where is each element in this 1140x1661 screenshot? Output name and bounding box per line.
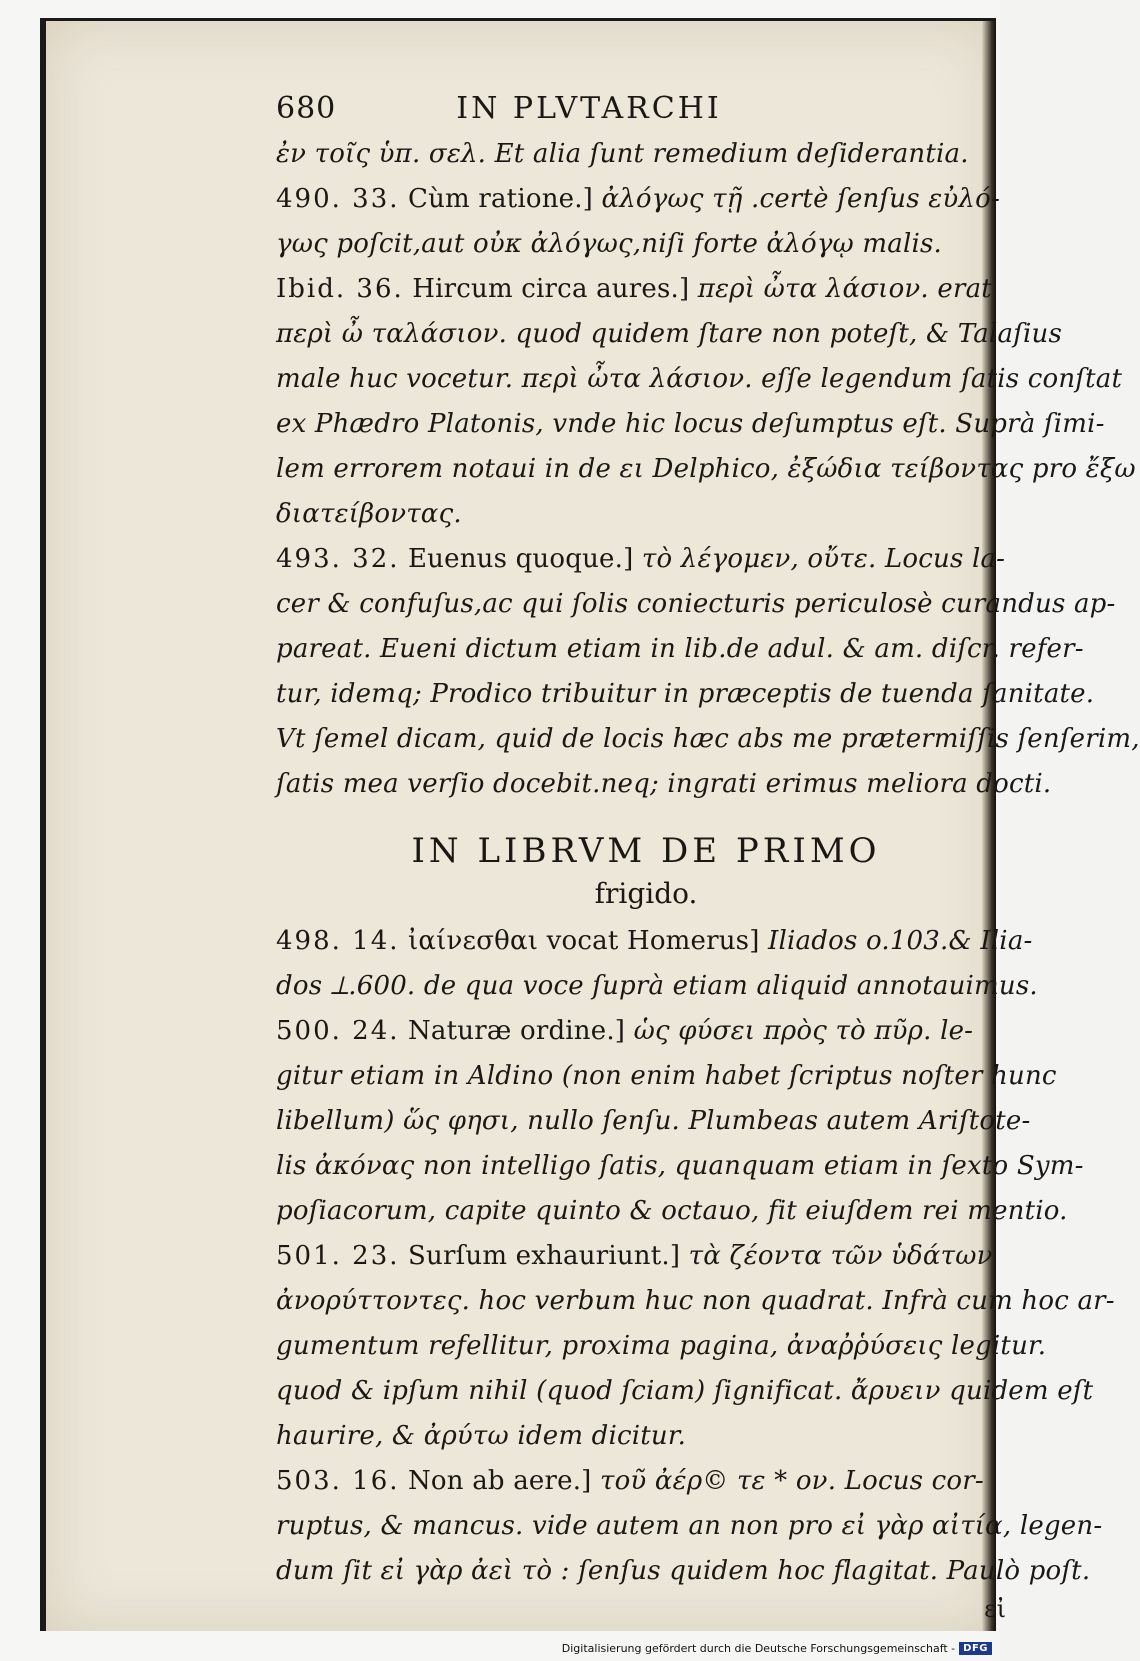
line-lemma: ἰαίνεσθαι vocat Homerus] — [407, 926, 760, 956]
line-text: Iliados o.103.& Ilia- — [768, 926, 1033, 956]
line-text: τὰ ζέοντα τῶν ὑδάτων — [688, 1241, 993, 1271]
text-line — [276, 1504, 1103, 1549]
text-line — [276, 762, 1052, 807]
commentary-part-2 — [276, 919, 1115, 1594]
book-page — [40, 18, 1140, 1631]
line-number: 500. 24. — [276, 1016, 400, 1046]
line-text: tur, idemq; Prodico tribuitur in præceptis de tuenda ſanitate. — [276, 679, 1095, 709]
text-line — [276, 402, 1105, 447]
text-line — [276, 672, 1095, 717]
line-text: poſiacorum, capite quinto & octauo, fit eiuſdem rei mentio. — [276, 1196, 1068, 1226]
line-text: ex Phædro Platonis, vnde hic locus deſumptus eſt. Suprà ſimi- — [276, 409, 1105, 439]
text-line — [276, 1279, 1115, 1324]
line-text: libellum) ὥς φησι, nullo ſenſu. Plumbeas autem Ariſtote- — [276, 1106, 1031, 1136]
line-text: ἐν τοῖς ὑπ. σελ. Et alia ſunt remedium deſiderantia. — [276, 139, 969, 169]
text-line — [276, 1144, 1084, 1189]
line-text: haurire, & ἀρύτω idem dicitur. — [276, 1421, 687, 1451]
text-line — [276, 1414, 1016, 1459]
text-block — [276, 91, 1140, 1624]
text-line — [276, 582, 1116, 627]
line-text: τοῦ ἀέρ© τε * ον. Locus cor- — [600, 1466, 984, 1496]
line-text: περὶ ὦ ταλάσιον. quod quidem ſtare non poteſt, & Talaſius — [276, 319, 1063, 349]
line-number: Ibid. 36. — [276, 274, 404, 304]
line-text: ἀλόγως τῇ .certè ſenſus εὐλό- — [601, 184, 1000, 214]
line-number: 498. 14. — [276, 926, 400, 956]
text-line — [276, 919, 1033, 964]
line-text: cer & confuſus,ac qui ſolis coniecturis periculosè curandus ap- — [276, 589, 1116, 619]
text-line — [276, 1189, 1068, 1234]
line-text: ſatis mea verſio docebit.neq; ingrati erimus meliora docti. — [276, 769, 1052, 799]
line-number: 493. 32. — [276, 544, 400, 574]
line-lemma: Euenus quoque.] — [407, 544, 634, 574]
line-text: lis ἀκόνας non intelligo ſatis, quanquam etiam in ſexto Sym- — [276, 1151, 1084, 1181]
line-text: ὡς φύσει πρὸς τὸ πῦρ. le- — [633, 1016, 974, 1046]
catchword: εἰ — [984, 1595, 1006, 1623]
line-text: γως poſcit,aut οὐκ ἀλόγως,niſi forte ἀλόγῳ malis. — [276, 229, 943, 259]
text-line — [276, 1369, 1094, 1414]
dfg-logo-icon: DFG — [959, 1642, 992, 1655]
text-line — [276, 357, 1123, 402]
footer-credit: Digitalisierung gefördert durch die Deutsche Forschungsgemeinschaft - — [561, 1642, 956, 1655]
line-text: gitur etiam in Aldino (non enim habet ſcriptus noſter hunc — [276, 1061, 1057, 1091]
text-line — [276, 447, 1136, 492]
line-text: dum ſit εἰ γὰρ ἀεὶ τὸ : ſenſus quidem hoc flagitat. Paulò poſt. — [276, 1556, 1091, 1586]
line-text: dos ⟂.600. de qua voce ſuprà etiam aliquid annotauimus. — [276, 971, 1038, 1001]
section-heading: IN LIBRVM DE PRIMO — [411, 831, 881, 871]
text-line — [276, 537, 1016, 582]
line-number: 490. 33. — [276, 184, 400, 214]
text-line — [276, 964, 1038, 1009]
text-line — [276, 1234, 1016, 1279]
page-number: 680 — [276, 91, 337, 126]
line-text: ἀνορύττοντες. hoc verbum huc non quadrat. Infrà cum hoc ar- — [276, 1286, 1115, 1316]
text-line — [276, 1459, 1016, 1504]
text-line — [276, 492, 1016, 537]
text-line — [276, 312, 1063, 357]
text-line — [276, 1324, 1047, 1369]
line-lemma: Surſum exhauriunt.] — [407, 1241, 681, 1271]
line-text: male huc vocetur. περὶ ὦτα λάσιον. eſſe legendum ſatis conſtat — [276, 364, 1123, 394]
text-line — [276, 132, 1016, 177]
line-text: Vt ſemel dicam, quid de locis hæc abs me prætermiſſis ſenſerim, — [276, 724, 1140, 754]
text-line — [276, 222, 1016, 267]
line-number: 503. 16. — [276, 1466, 400, 1496]
text-line — [276, 1549, 1091, 1594]
line-text: quod & ipſum nihil (quod ſciam) ſignificat. ἄρυειν quidem eſt — [276, 1376, 1094, 1406]
text-line — [276, 267, 1016, 312]
text-line — [276, 177, 1016, 222]
line-text: lem errorem notaui in de ει Delphico, ἐξώδια τείβοντας pro ἔξω — [276, 454, 1136, 484]
line-text: περὶ ὦτα λάσιον. erat — [697, 274, 992, 304]
line-lemma: Hircum circa aures.] — [412, 274, 690, 304]
text-line — [276, 1099, 1031, 1144]
text-line — [276, 1054, 1057, 1099]
line-lemma: Non ab aere.] — [407, 1466, 592, 1496]
line-lemma: Cùm ratione.] — [407, 184, 594, 214]
line-text: τὸ λέγομεν, οὔτε. Locus la- — [641, 544, 1006, 574]
line-text: ruptus, & mancus. vide autem an non pro εἰ γὰρ αἰτία, legen- — [276, 1511, 1103, 1541]
text-line — [276, 627, 1084, 672]
running-head — [276, 91, 1016, 126]
running-title: IN PLVTARCHI — [456, 91, 722, 126]
section-subheading: frigido. — [594, 877, 698, 910]
line-text: gumentum refellitur, proxima pagina, ἀναῤῥύσεις legitur. — [276, 1331, 1047, 1361]
line-text: διατείβοντας. — [276, 499, 462, 529]
line-lemma: Naturæ ordine.] — [407, 1016, 626, 1046]
text-line — [276, 1009, 1016, 1054]
line-number: 501. 23. — [276, 1241, 400, 1271]
digitization-footer — [562, 1642, 992, 1655]
text-line — [276, 717, 1140, 762]
line-text: pareat. Eueni dictum etiam in lib.de adul. & am. diſcr. refer- — [276, 634, 1084, 664]
commentary-part-1 — [276, 132, 1140, 807]
